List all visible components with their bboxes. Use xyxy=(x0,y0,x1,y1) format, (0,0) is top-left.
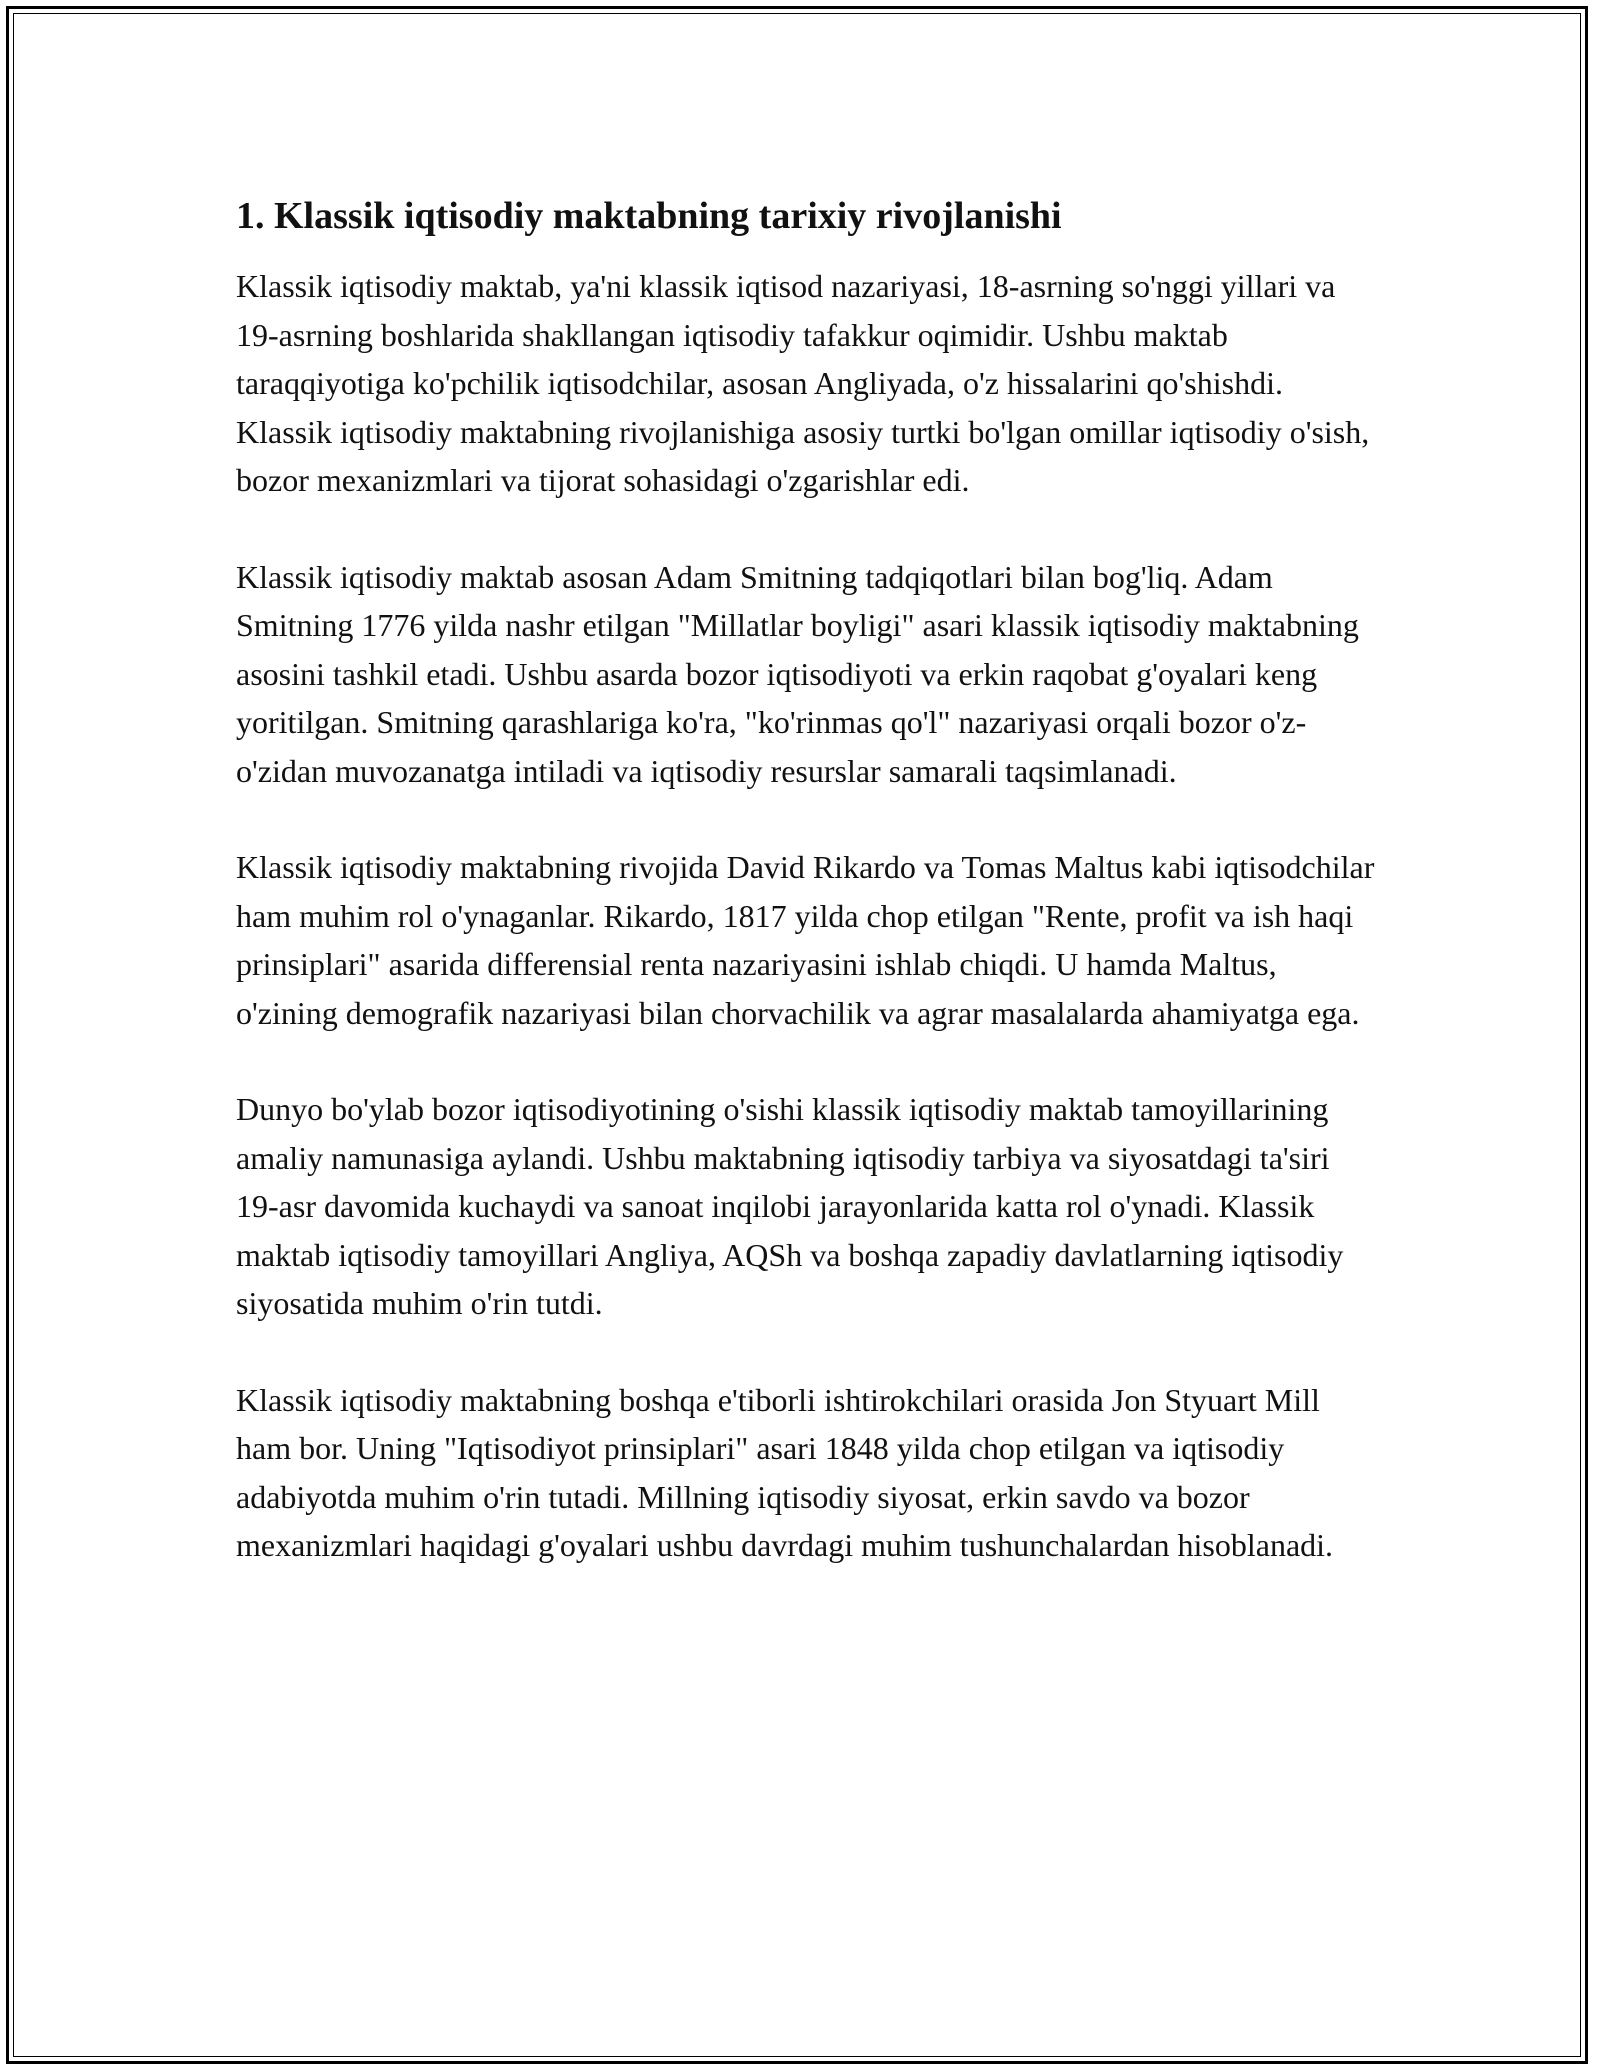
document-body xyxy=(236,188,1376,1618)
paragraph-4: Dunyo bo'ylab bozor iqtisodiyotining o'sishi klassik iqtisodiy maktab tamoyillarining amaliy namunasiga aylandi. Ushbu maktabning iqtisodiy tarbiya va siyosatdagi ta'siri 19-asr davomida kuchaydi va sanoat inqilobi jarayonlarida katta rol o'ynadi. Klassik maktab iqtisodiy tamoyillari Angliya, AQSh va boshqa zapadiy davlatlarning iqtisodiy siyosatida muhim o'rin tutdi. xyxy=(236,1091,1344,1321)
paragraph-5: Klassik iqtisodiy maktabning boshqa e'tiborli ishtirokchilari orasida Jon Styuart Mill ham bor. Uning "Iqtisodiyot prinsiplari" asari 1848 yilda chop etilgan va iqtisodiy adabiyotda muhim o'rin tutadi. Millning iqtisodiy siyosat, erkin savdo va bozor mexanizmlari haqidagi g'oyalari ushbu davrdagi muhim tushunchalardan hisoblanadi. xyxy=(236,1381,1334,1563)
paragraph-2: Klassik iqtisodiy maktab asosan Adam Smitning tadqiqotlari bilan bog'liq. Adam Smitning 1776 yilda nashr etilgan "Millatlar boyligi" asari klassik iqtisodiy maktabning asosini tashkil etadi. Ushbu asarda bozor iqtisodiyoti va erkin raqobat g'oyalari keng yoritilgan. Smitning qarashlariga ko'ra, "ko'rinmas qo'l" nazariyasi orqali bozor o'z-o'zidan muvozanatga intiladi va iqtisodiy resurslar samarali taqsimlanadi. xyxy=(236,558,1359,789)
section-heading: 1. Klassik iqtisodiy maktabning tarixiy rivojlanishi xyxy=(236,195,1062,237)
paragraph-1: Klassik iqtisodiy maktab, ya'ni klassik iqtisod nazariyasi, 18-asrning so'nggi yillari va 19-asrning boshlarida shakllangan iqtisodiy tafakkur oqimidir. Ushbu maktab taraqqiyotiga ko'pchilik iqtisodchilar, asosan Angliyada, o'z hissalarini qo'shishdi. Klassik iqtisodiy maktabning rivojlanishiga asosiy turtki bo'lgan omillar iqtisodiy o'sish, bozor mexanizmlari va tijorat sohasidagi o'zgarishlar edi. xyxy=(236,268,1370,498)
paragraph-3: Klassik iqtisodiy maktabning rivojida David Rikardo va Tomas Maltus kabi iqtisodchilar ham muhim rol o'ynaganlar. Rikardo, 1817 yilda chop etilgan "Rente, profit va ish haqi prinsiplari" asarida differensial renta nazariyasini ishlab chiqdi. U hamda Maltus, o'zining demografik nazariyasi bilan chorvachilik va agrar masalalarda ahamiyatga ega. xyxy=(236,849,1375,1031)
